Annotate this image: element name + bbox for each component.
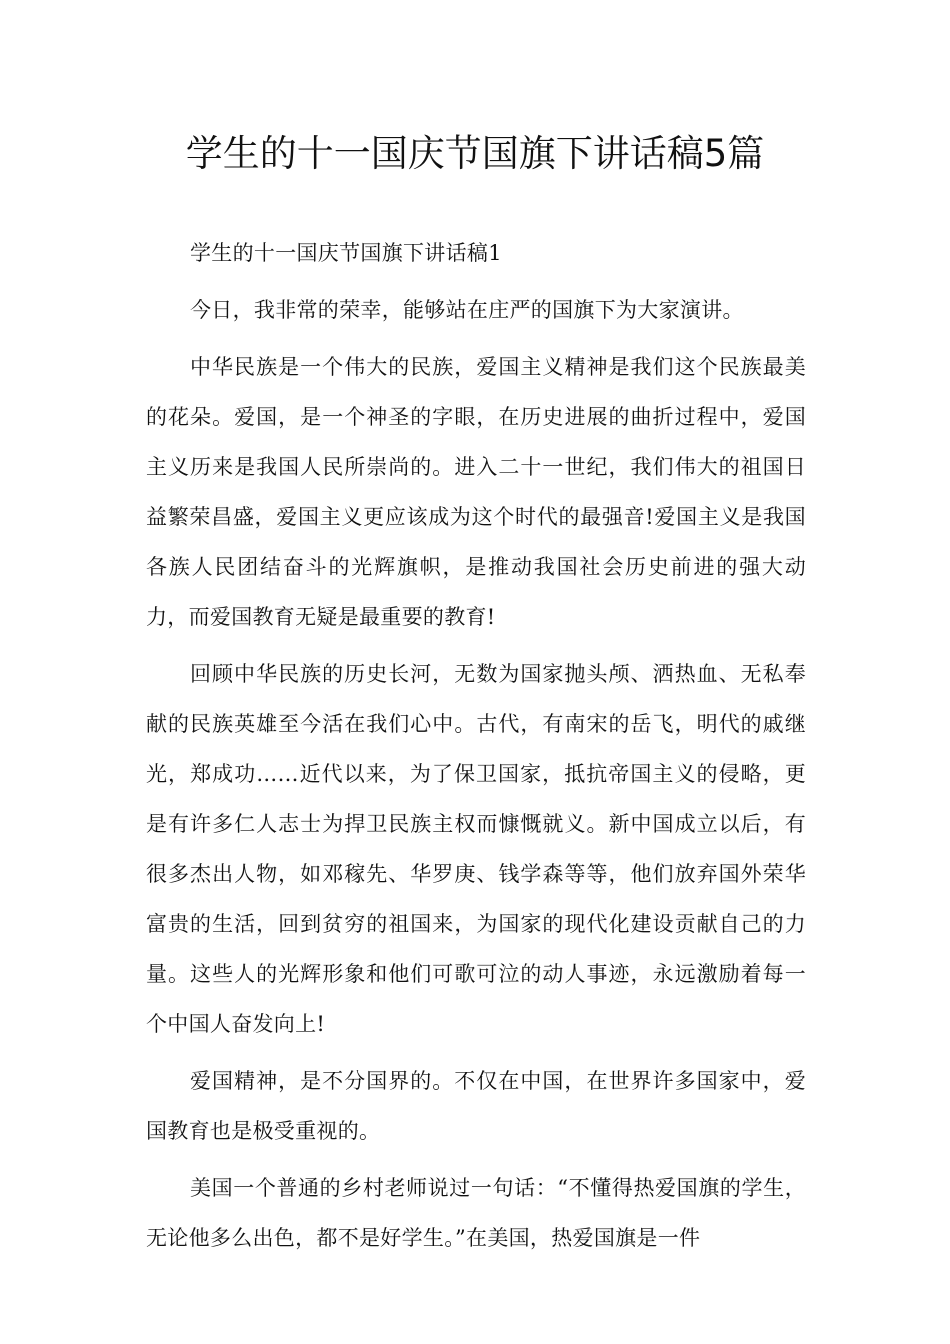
section-heading: 学生的十一国庆节国旗下讲话稿1	[190, 241, 502, 265]
document-body	[146, 228, 806, 1270]
paragraph: 爱国精神，是不分国界的。不仅在中国，在世界许多国家中，爱国教育也是极受重视的。	[146, 1069, 806, 1143]
paragraph: 今日，我非常的荣幸，能够站在庄严的国旗下为大家演讲。	[190, 298, 744, 322]
document-title: 学生的十一国庆节国旗下讲话稿5篇	[185, 132, 765, 175]
paragraph: 美国一个普通的乡村老师说过一句话：“不懂得热爱国旗的学生，无论他多么出色，都不是好学生。”在美国，热爱国旗是一件	[146, 1176, 806, 1250]
paragraph: 中华民族是一个伟大的民族，爱国主义精神是我们这个民族最美的花朵。爱国，是一个神圣的字眼，在历史进展的曲折过程中，爱国主义历来是我国人民所崇尚的。进入二十一世纪，我们伟大的祖国日益繁荣昌盛，爱国主义更应该成为这个时代的最强音!爱国主义是我国各族人民团结奋斗的光辉旗帜，是推动我国社会历史前进的强大动力，而爱国教育无疑是最重要的教育!	[146, 355, 806, 629]
paragraph: 回顾中华民族的历史长河，无数为国家抛头颅、洒热血、无私奉献的民族英雄至今活在我们心中。古代，有南宋的岳飞，明代的戚继光，郑成功……近代以来，为了保卫国家，抵抗帝国主义的侵略，更是有许多仁人志士为捍卫民族主权而慷慨就义。新中国成立以后，有很多杰出人物，如邓稼先、华罗庚、钱学森等等，他们放弃国外荣华富贵的生活，回到贫穷的祖国来，为国家的现代化建设贡献自己的力量。这些人的光辉形象和他们可歌可泣的动人事迹，永远激励着每一个中国人奋发向上!	[146, 662, 806, 1036]
